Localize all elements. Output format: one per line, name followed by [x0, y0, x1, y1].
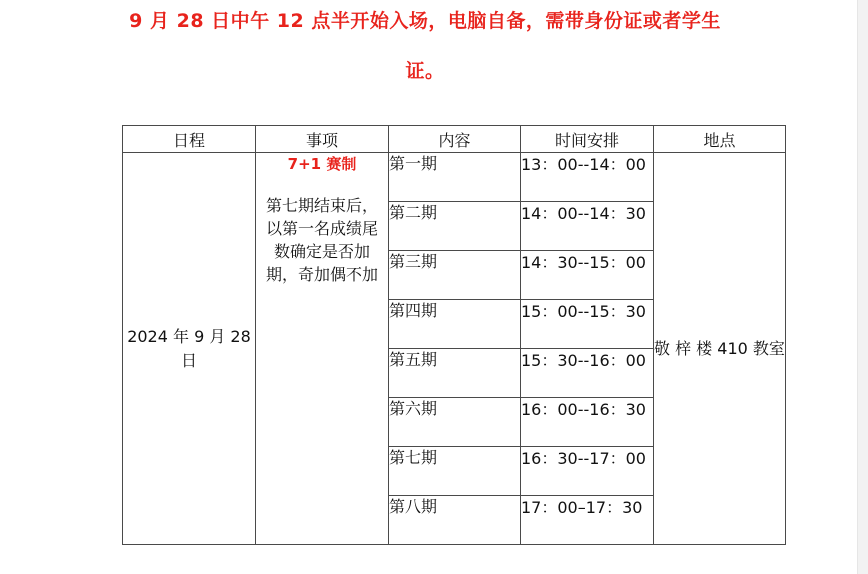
header-matter: 事项: [256, 126, 389, 153]
time-text: 14：30--15：00: [521, 253, 646, 272]
vertical-scrollbar[interactable]: [857, 0, 868, 574]
time-cell: [521, 153, 654, 202]
format-title: 7+1 赛制: [287, 155, 357, 173]
entry-notice-line2: 证。: [405, 60, 445, 82]
event-location: 敬 梓 楼 410 教室: [654, 338, 785, 358]
table-header-row: [123, 126, 786, 153]
matter-cell: [256, 153, 389, 545]
time-cell: [521, 447, 654, 496]
time-text: 16：00--16：30: [521, 400, 646, 419]
time-text: 16：30--17：00: [521, 449, 646, 468]
period-cell: 第六期: [389, 398, 521, 447]
time-cell: [521, 300, 654, 349]
time-text: 15：00--15：30: [521, 302, 646, 321]
time-text: 17：00–17：30: [521, 498, 643, 517]
schedule-table: [122, 125, 786, 545]
header-schedule: 日程: [123, 126, 256, 153]
period-cell: 第七期: [389, 447, 521, 496]
entry-notice-line1: 9 月 28 日中午 12 点半开始入场，电脑自备，需带身份证或者学生: [129, 10, 721, 32]
date-cell: [123, 153, 256, 545]
period-cell: 第一期: [389, 153, 521, 202]
format-description: 第七期结束后，以第一名成绩尾数确定是否加期，奇加偶不加: [265, 196, 378, 284]
period-cell: 第二期: [389, 202, 521, 251]
header-time: 时间安排: [521, 126, 654, 153]
event-date: 2024 年 9 月 28 日: [127, 326, 251, 370]
time-cell: [521, 349, 654, 398]
time-cell: [521, 202, 654, 251]
time-text: 13：00--14：00: [521, 155, 646, 174]
period-cell: 第八期: [389, 496, 521, 545]
time-cell: [521, 251, 654, 300]
time-cell: [521, 496, 654, 545]
time-text: 15：30--16：00: [521, 351, 646, 370]
period-cell: 第三期: [389, 251, 521, 300]
time-cell: [521, 398, 654, 447]
location-cell: [654, 153, 786, 545]
header-content: 内容: [389, 126, 521, 153]
period-cell: 第四期: [389, 300, 521, 349]
time-text: 14：00--14：30: [521, 204, 646, 223]
header-location: 地点: [654, 126, 786, 153]
table-row: [123, 153, 786, 202]
period-cell: 第五期: [389, 349, 521, 398]
